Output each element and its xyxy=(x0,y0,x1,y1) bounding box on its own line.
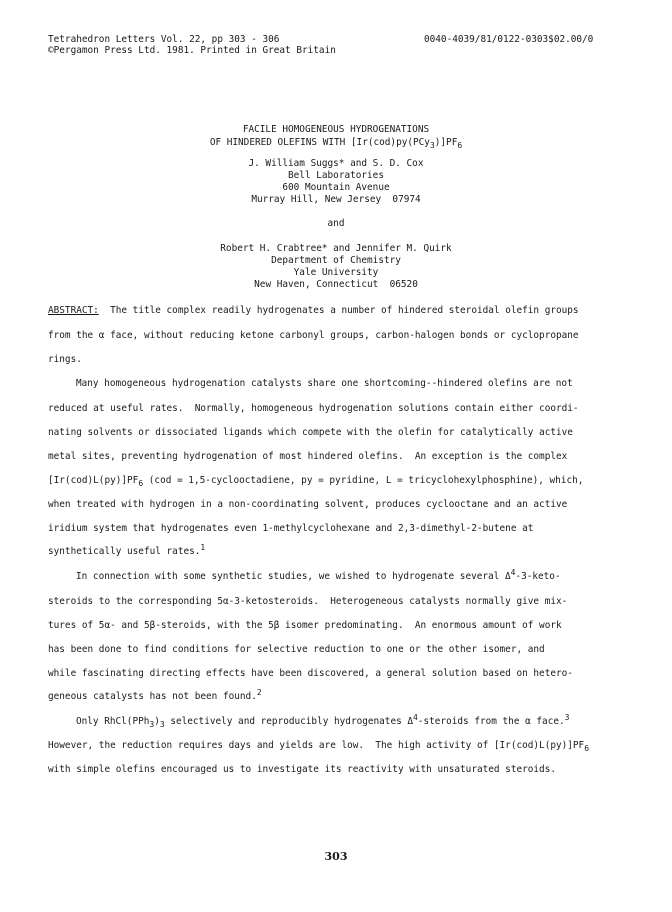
abstract-line: rings. xyxy=(48,354,82,365)
paragraph-line: reduced at useful rates. Normally, homogeneous hydrogenation solutions contain either coordi- xyxy=(48,403,579,414)
abstract-line: ABSTRACT: The title complex readily hydrogenates a number of hindered steroidal olefin groups xyxy=(48,305,579,316)
reference-marker: 1 xyxy=(200,543,206,552)
author-names-1: J. William Suggs* and S. D. Cox xyxy=(248,158,424,169)
title-line-2: OF HINDERED OLEFINS WITH $[Ir(cod)py(PCy_3)]PF_6$ xyxy=(209,137,463,150)
paragraph-line: However, the reduction requires days and yields are low. The high activity of $[Ir(cod)L(py)]PF_6$ xyxy=(48,740,590,753)
abstract-label: ABSTRACT: xyxy=(48,305,99,316)
page-number: 303 xyxy=(324,850,348,863)
paragraph-line: Only $RhCl(PPh_3)_3$ selectively and reproducibly hydrogenates $\Delta^4$-steroids from the α face.$^3$ xyxy=(76,713,570,729)
affiliation-line: 600 Mountain Avenue xyxy=(282,182,390,193)
article-code: 0040-4039/81/0122-0303$02.00/0 xyxy=(424,34,594,45)
paragraph-line: when treated with hydrogen in a non-coordinating solvent, produces cyclooctane and an active xyxy=(48,499,568,510)
title-line-1: FACILE HOMOGENEOUS HYDROGENATIONS xyxy=(242,124,430,135)
journal-citation: Tetrahedron Letters Vol. 22, pp 303 - 306 xyxy=(48,34,280,45)
reference-marker: 3 xyxy=(564,713,570,722)
affiliation-line: Murray Hill, New Jersey 07974 xyxy=(251,194,421,205)
affiliation-line: Bell Laboratories xyxy=(288,170,384,181)
paragraph-line: nating solvents or dissociated ligands which compete with the olefin for catalytically active xyxy=(48,427,573,438)
paragraph-line: iridium system that hydrogenates even 1-methylcyclohexane and 2,3-dimethyl-2-butene at xyxy=(48,523,534,534)
paragraph-line: has been done to find conditions for selective reduction to one or the other isomer, and xyxy=(48,644,545,655)
publisher-line: ©Pergamon Press Ltd. 1981. Printed in Great Britain xyxy=(48,45,336,56)
paragraph-line: tures of 5α- and 5β-steroids, with the 5β isomer predominating. An enormous amount of work xyxy=(48,620,562,631)
paragraph-line: $[Ir(cod)L(py)]PF_6$ (cod = 1,5-cyclooctadiene, py = pyridine, L = tricyclohexylphosphine), which, xyxy=(48,475,584,488)
paragraph-line: Many homogeneous hydrogenation catalysts share one shortcoming--hindered olefins are not xyxy=(76,378,573,389)
and-separator: and xyxy=(327,218,345,229)
reference-marker: 2 xyxy=(256,688,262,697)
author-names-2: Robert H. Crabtree* and Jennifer M. Quirk xyxy=(220,243,452,254)
paragraph-line: synthetically useful rates.$^1$ xyxy=(48,543,206,557)
paragraph-line: steroids to the corresponding 5α-3-ketosteroids. Heterogeneous catalysts normally give mix- xyxy=(48,596,568,607)
paragraph-line: metal sites, preventing hydrogenation of most hindered olefins. An exception is the complex xyxy=(48,451,568,462)
paragraph-line: with simple olefins encouraged us to investigate its reactivity with unsaturated steroids. xyxy=(48,764,556,775)
paragraph-line: In connection with some synthetic studies, we wished to hydrogenate several $\Delta^4-3-keto-$ xyxy=(76,568,561,582)
paragraph-line: geneous catalysts has not been found.$^2$ xyxy=(48,688,262,702)
abstract-line: from the α face, without reducing ketone carbonyl groups, carbon-halogen bonds or cyclopropane xyxy=(48,330,579,341)
affiliation-line: Department of Chemistry xyxy=(271,255,401,266)
affiliation-line: New Haven, Connecticut 06520 xyxy=(254,279,418,290)
affiliation-line: Yale University xyxy=(293,267,379,278)
paragraph-line: while fascinating directing effects have been discovered, a general solution based on hetero- xyxy=(48,668,573,679)
